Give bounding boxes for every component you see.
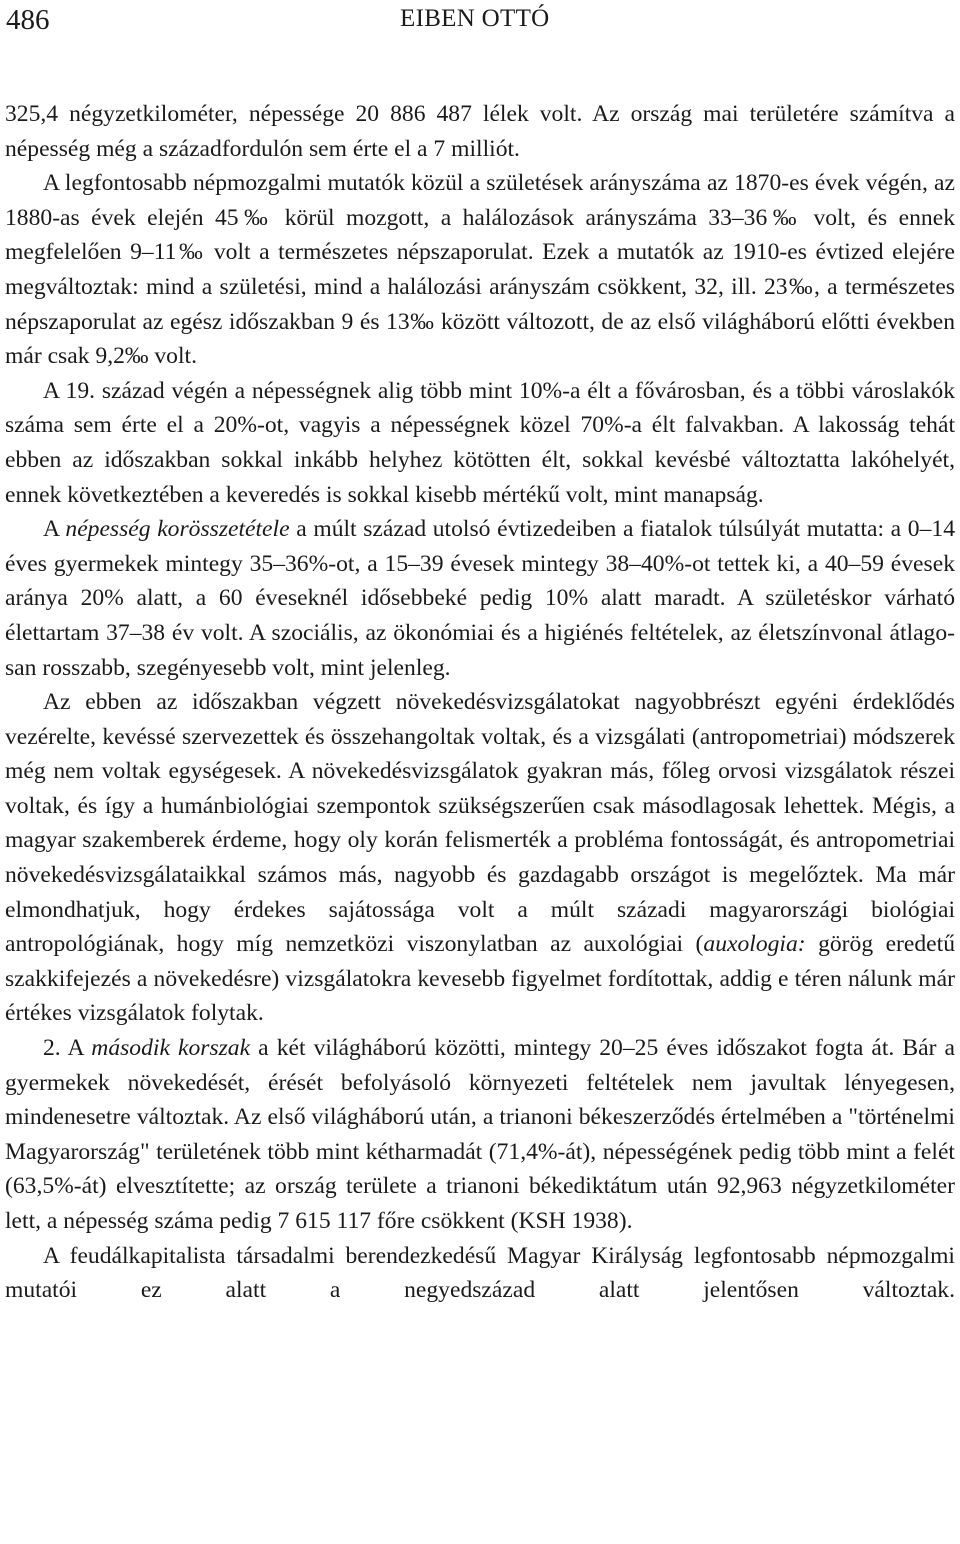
text-run: A [43, 516, 66, 543]
paragraph-continued: 325,4 négyzetkilométer, népessége 20 886 487 lélek volt. Az ország mai területére számítva a népesség még a századfordulón sem érte el a 7 milliót. [5, 101, 955, 162]
text-run: 2. A [43, 1035, 92, 1062]
text-run: a két világháború közötti, mintegy 20–25 éves időszakot fogta át. Bár a gyermekek növekedését, érését befolyásoló környezeti feltételek nem javultak lényegesen, mindenesetre változtak. Az első világháború után, a trianoni békeszerződés értelmében a "történelmi Magyarország" területének több mint kétharmadát (71,4%-át), népességének pedig több mint a felét (63,5%-át) elvesztítette; az ország területe a trianoni békediktátum után 92,963 négyzetkilométer lett, a népesség száma pedig 7 615 117 főre csökkent (KSH 1938). [5, 1035, 955, 1234]
italic-term: auxologia: [703, 931, 806, 958]
paragraph-age-structure [5, 512, 955, 685]
page-header [0, 0, 960, 44]
body-text [5, 97, 955, 1308]
paragraph-urbanization: A 19. század végén a népességnek alig több mint 10%-a élt a fővárosban, és a többi városlakók száma sem érte el a 20%-ot, vagyis a népességnek közel 70%-a élt falvakban. A lakosság tehát ebben az időszakban sokkal inkább helyhez kötötten élt, sokkal kevésbé változtatta lakóhelyét, ennek következtében a keveredés is sokkal kisebb mértékű volt, mint manapság. [5, 377, 955, 508]
paragraph-growth-studies [5, 685, 955, 1031]
paragraph-kingdom: A feudálkapitalista társadalmi berendezkedésű Magyar Királyság legfontosabb népmozgalmi mutatói ez alatt a negyedszázad alatt jelentősen változtak. [5, 1242, 955, 1304]
page-number: 486 [6, 4, 50, 36]
running-head: EIBEN OTTÓ [400, 5, 550, 32]
italic-term: népesség korösszetétele [65, 516, 290, 543]
text-run: a múlt század utolsó évtizedeiben a fiatalok túlsúlyát mutatta: a 0–14 éves gyermekek mintegy 35–36%-ot, a 15–39 évesek mintegy 38–40%-ot tettek ki, a 40–59 évesek aránya 20% alatt, a 60 éveseknél idősebbeké pedig 10% alatt maradt. A születéskor várható élettartam 37–38 év volt. A szociális, az ökonómiai és a higiénés feltételek, az életszínvonal átlagosan rosszabb, szegényesebb volt, mint jelenleg. [5, 516, 955, 681]
text-run: görög eredetű szakkifejezés a növekedésre) vizsgálatokra kevesebb figyelmet fordítottak, addig e téren nálunk már értékes vizsgálatok folytak. [5, 931, 955, 1027]
paragraph-vital-statistics: A legfontosabb népmozgalmi mutatók közül a születések arányszáma az 1870-es évek végén, az 1880-as évek elején 45‰ körül mozgott, a halálozások arányszáma 33–36‰ volt, és ennek megfelelően 9–11‰ volt a természetes népszaporulat. Ezek a mutatók az 1910-es évtized elejére megváltoztak: mind a születési, mind a halálozási arányszám csökkent, 32, ill. 23‰, a természetes népszaporulat az egész időszakban 9 és 13‰ között változott, de az első világháború előtti években már csak 9,2‰ volt. [5, 170, 955, 370]
italic-term: második korszak [91, 1035, 251, 1062]
text-run: Az ebben az időszakban végzett növekedésvizsgálatokat nagyobbrészt egyéni érdeklődés vezérelte, kevéssé szervezettek és összehangoltak voltak, és a vizsgálati (antropometriai) módszerek még nem voltak egységesek. A növekedésvizsgálatok gyakran más, főleg orvosi vizsgálatok részei voltak, és így a humánbiológiai szempontok szükségszerűen csak másodlagosak lehettek. Mégis, a magyar szakemberek érdeme, hogy oly korán felismerték a probléma fontosságát, és antropometriai növekedésvizsgálataikkal számos más, nagyobb és gazdagabb országot is megelőztek. Ma már elmondhatjuk, hogy érdekes sajátossága volt a múlt századi magyarországi biológiai antropológiának, hogy míg nemzetközi viszonylatban az auxológiai ( [5, 689, 955, 958]
paragraph-second-period [5, 1031, 955, 1239]
